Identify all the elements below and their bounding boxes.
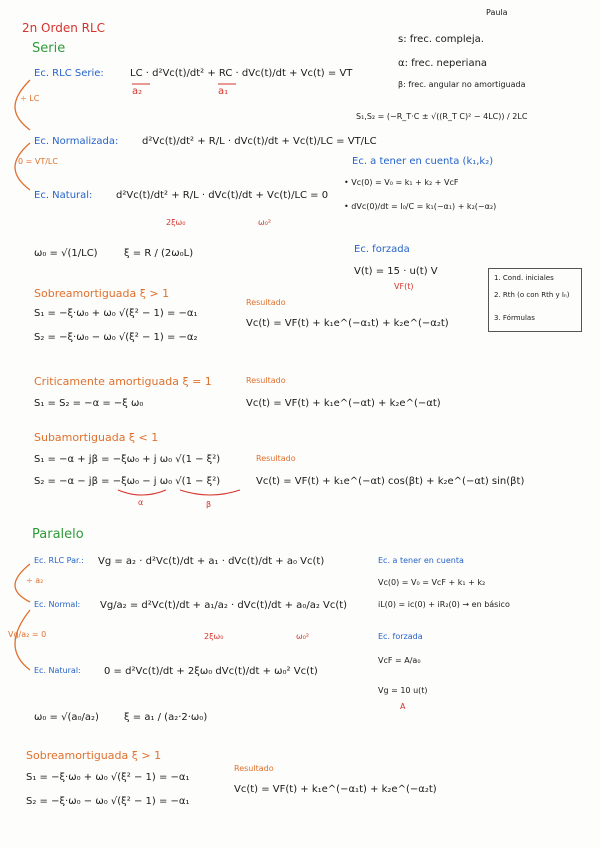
serie-sobre-resultado: Resultado — [246, 298, 286, 307]
paralelo-ec-rlc: Vg = a₂ · d²Vc(t)/dt + a₁ · dVc(t)/dt + a₀ Vc(t) — [98, 556, 325, 567]
serie-ec-rlc-label: Ec. RLC Serie: — [34, 68, 104, 79]
serie-divide-note: ÷ LC — [20, 94, 40, 103]
paralelo-ec-norm: Vg/a₂ = d²Vc(t)/dt + a₁/a₂ · dVc(t)/dt + a₀/a₂ Vc(t) — [100, 600, 348, 611]
paralelo-ec-nat-label: Ec. Natural: — [34, 666, 81, 675]
serie-sub-res: Vc(t) = VF(t) + k₁e^(−αt) cos(βt) + k₂e^(−αt) sin(βt) — [256, 476, 525, 487]
paralelo-sobre-resultado: Resultado — [234, 764, 274, 773]
serie-ec-norm-label: Ec. Normalizada: — [34, 136, 119, 147]
legend-s: s: frec. compleja. — [398, 34, 484, 45]
serie-w0-sq: ω₀² — [258, 218, 272, 227]
serie-w0-def: ω₀ = √(1/LC) — [34, 248, 98, 259]
brace-beta — [180, 490, 240, 495]
serie-crit-s: S₁ = S₂ = −α = −ξ ω₀ — [34, 398, 144, 409]
paralelo-sobre-s2: S₂ = −ξ·ω₀ − ω₀ √(ξ² − 1) = −α₁ — [26, 796, 190, 807]
paralelo-k-heading: Ec. a tener en cuenta — [378, 556, 464, 565]
legend-alpha: α: frec. neperiana — [398, 58, 488, 69]
paralelo-sobre-res: Vc(t) = VF(t) + k₁e^(−α₁t) + k₂e^(−α₂t) — [234, 784, 437, 795]
step-3: 3. Fórmulas — [494, 314, 535, 322]
paralelo-forced-eq2: Vg = 10 u(t) — [378, 686, 428, 695]
arrow-serie-1 — [15, 80, 30, 130]
arrow-serie-2 — [15, 143, 30, 190]
paralelo-zero-note: Vg/a₂ = 0 — [8, 630, 47, 639]
serie-ec-nat: d²Vc(t)/dt² + R/L · dVc(t)/dt + Vc(t)/LC = 0 — [116, 190, 329, 201]
serie-beta-label: β — [206, 500, 212, 509]
serie-crit-resultado: Resultado — [246, 376, 286, 385]
serie-crit-heading: Criticamente amortiguada ξ = 1 — [34, 375, 212, 388]
serie-ec-rlc: LC · d²Vc(t)/dt² + RC · dVc(t)/dt + Vc(t) = VT — [130, 68, 353, 79]
serie-crit-res: Vc(t) = VF(t) + k₁e^(−αt) + k₂e^(−αt) — [246, 398, 441, 409]
paralelo-sobre-heading: Sobreamortiguada ξ > 1 — [26, 749, 162, 762]
serie-forced-vf: VF(t) — [394, 282, 414, 291]
paralelo-ec-rlc-label: Ec. RLC Par.: — [34, 556, 84, 565]
paralelo-forced-A: A — [400, 702, 406, 711]
step-1: 1. Cond. iniciales — [494, 274, 554, 282]
paralelo-divide-note: ÷ a₂ — [26, 576, 44, 585]
serie-sobre-s1: S₁ = −ξ·ω₀ + ω₀ √(ξ² − 1) = −α₁ — [34, 308, 198, 319]
serie-zero-note: 0 = VT/LC — [18, 157, 58, 166]
page-title: 2n Orden RLC — [22, 21, 106, 35]
serie-a1: a₁ — [218, 86, 229, 97]
paralelo-ec-nat: 0 = d²Vc(t)/dt + 2ξω₀ dVc(t)/dt + ω₀² Vc(t) — [104, 666, 318, 677]
paralelo-k-eq1: Vc(0) = V₀ = VcF + k₁ + k₂ — [378, 578, 486, 587]
brace-alpha — [118, 490, 166, 495]
serie-sub-s1: S₁ = −α + jβ = −ξω₀ + j ω₀ √(1 − ξ²) — [34, 454, 221, 465]
paralelo-w0-def: ω₀ = √(a₀/a₂) — [34, 712, 99, 723]
serie-xi-def: ξ = R / (2ω₀L) — [124, 248, 194, 259]
serie-sobre-res: Vc(t) = VF(t) + k₁e^(−α₁t) + k₂e^(−α₂t) — [246, 318, 449, 329]
paralelo-forced-eq1: VcF = A/a₀ — [378, 656, 421, 665]
serie-sobre-heading: Sobreamortiguada ξ > 1 — [34, 287, 170, 300]
step-2: 2. Rth (o con Rth y Iₙ) — [494, 291, 570, 299]
serie-sobre-s2: S₂ = −ξ·ω₀ − ω₀ √(ξ² − 1) = −α₂ — [34, 332, 198, 343]
paralelo-ec-norm-label: Ec. Normal: — [34, 600, 81, 609]
paralelo-forced-heading: Ec. forzada — [378, 632, 423, 641]
paralelo-heading: Paralelo — [32, 527, 84, 542]
signature: Paula — [486, 8, 508, 17]
serie-k-eq1: • Vc(0) = V₀ = k₁ + k₂ + VcF — [344, 178, 459, 187]
serie-alpha-label: α — [138, 498, 144, 507]
serie-k-eq2: • dVc(0)/dt = I₀/C = k₁(−α₁) + k₂(−α₂) — [344, 202, 497, 211]
paralelo-sobre-s1: S₁ = −ξ·ω₀ + ω₀ √(ξ² − 1) = −α₁ — [26, 772, 190, 783]
serie-roots: S₁,S₂ = (−R_T·C ± √((R_T C)² − 4LC)) / 2LC — [356, 112, 528, 121]
serie-forced-eq: V(t) = 15 · u(t) V — [354, 266, 438, 277]
serie-a2: a₂ — [132, 86, 143, 97]
paralelo-xi-def: ξ = a₁ / (a₂·2·ω₀) — [124, 712, 208, 723]
arrow-par-2 — [15, 610, 30, 670]
serie-forced-heading: Ec. forzada — [354, 244, 410, 255]
serie-ec-norm: d²Vc(t)/dt² + R/L · dVc(t)/dt + Vc(t)/LC = VT/LC — [142, 136, 377, 147]
serie-ec-nat-label: Ec. Natural: — [34, 190, 93, 201]
serie-k-heading: Ec. a tener en cuenta (k₁,k₂) — [352, 156, 494, 167]
serie-two-xi-w0: 2ξω₀ — [166, 218, 186, 227]
serie-sub-resultado: Resultado — [256, 454, 296, 463]
paralelo-k-eq2: iL(0) = ic(0) + iR₂(0) → en básico — [378, 600, 510, 609]
serie-sub-heading: Subamortiguada ξ < 1 — [34, 431, 159, 444]
paralelo-w0-sq: ω₀² — [296, 632, 310, 641]
paralelo-two-xi-w0: 2ξω₀ — [204, 632, 224, 641]
steps-box — [488, 268, 582, 332]
serie-sub-s2: S₂ = −α − jβ = −ξω₀ − j ω₀ √(1 − ξ²) — [34, 476, 221, 487]
legend-beta: β: frec. angular no amortiguada — [398, 80, 526, 89]
serie-heading: Serie — [32, 41, 66, 56]
